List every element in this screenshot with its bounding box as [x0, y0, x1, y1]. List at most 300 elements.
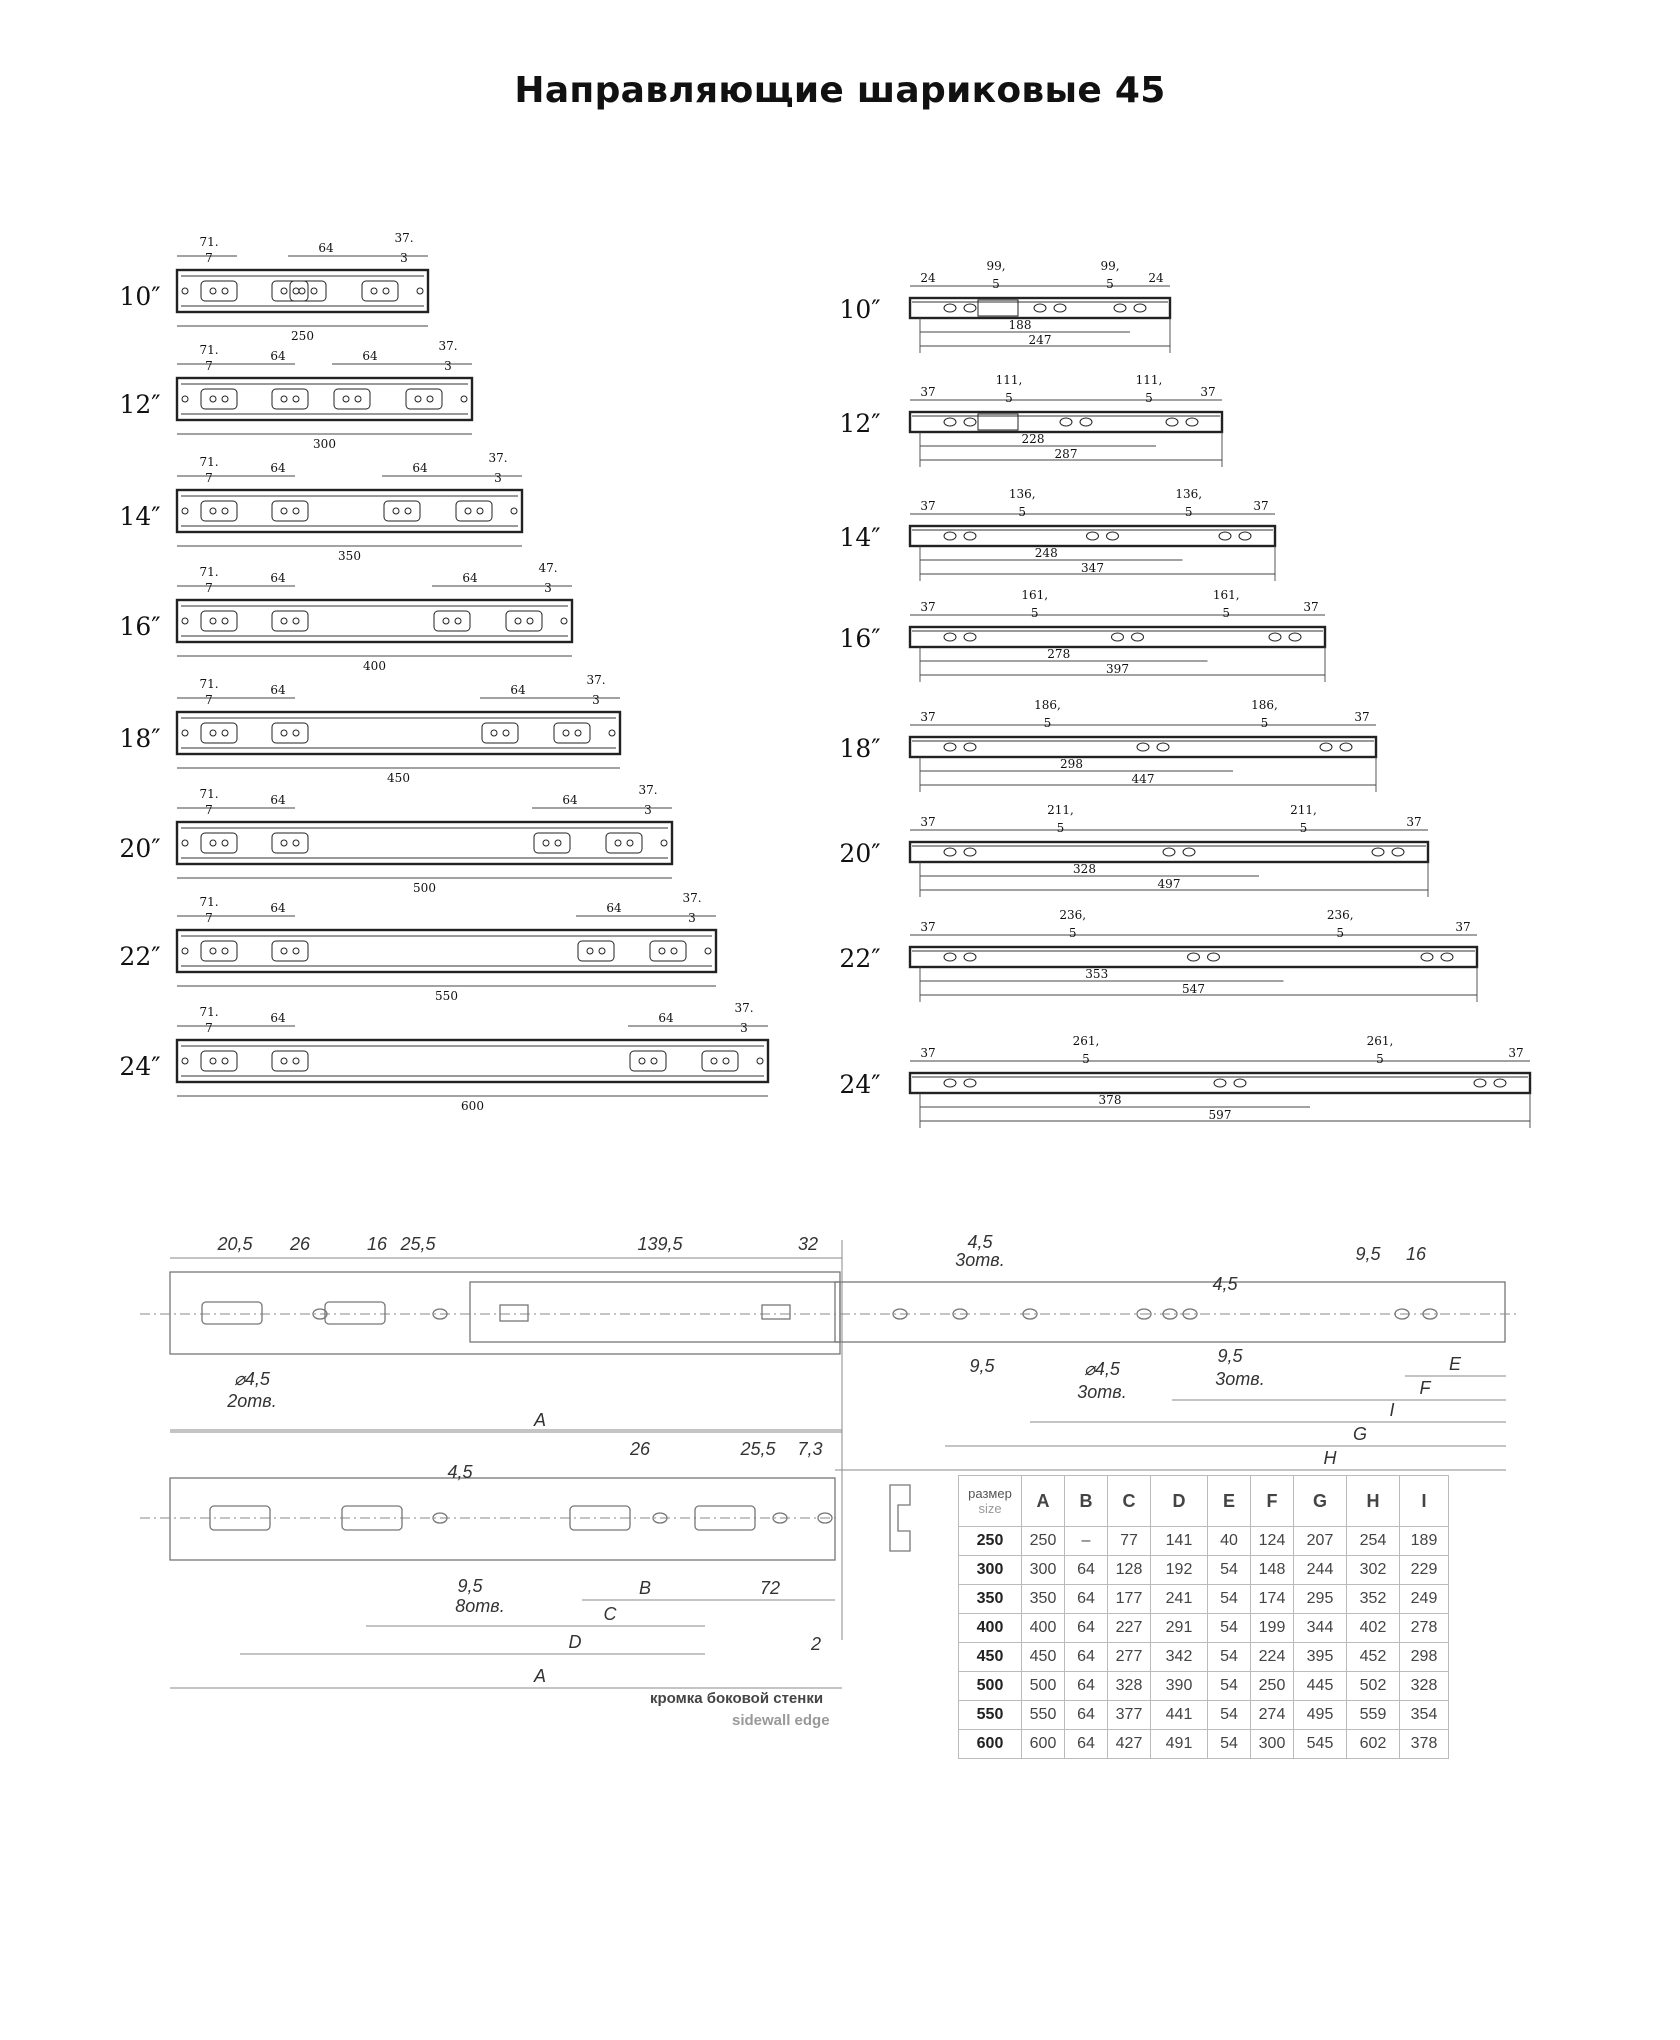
top-dim-2: 26 [289, 1234, 311, 1254]
dim-right-bottom: 3 [494, 471, 502, 485]
dim-right-bottom: 3 [688, 911, 696, 925]
dim-end-right: 37 [1508, 1046, 1524, 1060]
size-label: 14″ [119, 502, 161, 531]
slot-count: 3отв. [1215, 1369, 1265, 1389]
dim-left-bottom: 7 [205, 471, 213, 485]
dim-left-bottom: 7 [205, 251, 213, 265]
rail-body [910, 412, 1222, 432]
spec-value-cell: 244 [1294, 1556, 1347, 1585]
dim-left-pitch: 64 [270, 571, 286, 585]
slot-callout: 9,5 [1217, 1346, 1243, 1366]
spec-table-body [959, 1527, 1449, 1759]
spec-table [958, 1475, 1449, 1759]
spec-value-cell: 427 [1108, 1730, 1151, 1759]
table-row [959, 1730, 1449, 1759]
dim-right-bottom: 3 [444, 359, 452, 373]
dim-right-pitch: 64 [362, 349, 378, 363]
right-rail-2 [839, 373, 1222, 467]
spec-value-cell: 277 [1108, 1643, 1151, 1672]
top-dim-8: 3отв. [955, 1250, 1005, 1270]
dim-right-top: 37. [638, 783, 658, 797]
spec-value-cell: 278 [1400, 1614, 1449, 1643]
rail-outer-length: 247 [1028, 333, 1052, 347]
spec-value-cell: 64 [1065, 1643, 1108, 1672]
rail-outer-length: 597 [1208, 1108, 1232, 1122]
size-label: 24″ [119, 1052, 161, 1081]
size-label: 18″ [119, 724, 161, 753]
spec-header-B: B [1065, 1476, 1108, 1527]
dim-mid-right-bottom: 5 [1145, 391, 1153, 405]
spec-value-cell: 250 [1022, 1527, 1065, 1556]
rail-body [910, 842, 1428, 862]
dim-right-bottom: 3 [400, 251, 408, 265]
dim-mid-left-bottom: 5 [1043, 716, 1052, 730]
dim-end-left: 37 [920, 710, 936, 724]
dim-mid-right-bottom: 5 [1106, 277, 1114, 291]
extension-rail [835, 1282, 1505, 1342]
top-letter-A: A [533, 1410, 547, 1430]
spec-value-cell: 445 [1294, 1672, 1347, 1701]
size-label: 20″ [119, 834, 161, 863]
dim-end-left: 37 [920, 815, 936, 829]
size-label: 22″ [839, 944, 881, 973]
dim-mid-right-bottom: 5 [1336, 926, 1345, 940]
dim-mid-left-top: 211, [1047, 803, 1074, 817]
spec-value-cell: 300 [1022, 1556, 1065, 1585]
dim-right-bottom: 3 [544, 581, 552, 595]
spec-value-cell: 124 [1251, 1527, 1294, 1556]
rail-length: 450 [387, 771, 410, 785]
spec-value-cell: 352 [1347, 1585, 1400, 1614]
dim-end-right: 37 [1253, 499, 1269, 513]
spec-size-cell: 400 [959, 1614, 1022, 1643]
table-row [959, 1672, 1449, 1701]
spec-value-cell: 390 [1151, 1672, 1208, 1701]
spec-size-cell: 450 [959, 1643, 1022, 1672]
size-label: 14″ [839, 523, 881, 552]
rail-body [910, 947, 1477, 967]
spec-value-cell: 291 [1151, 1614, 1208, 1643]
page-title: Направляющие шариковые 45 [514, 70, 1166, 111]
dim-left-pitch: 64 [270, 793, 286, 807]
dim-left-bottom: 7 [205, 1021, 213, 1035]
spec-value-cell: 328 [1400, 1672, 1449, 1701]
spec-size-cell: 550 [959, 1701, 1022, 1730]
table-row [959, 1701, 1449, 1730]
rail-body [910, 737, 1376, 757]
dim-end-right: 37 [1303, 600, 1319, 614]
bottom-dim-8: 2 [810, 1634, 822, 1654]
dim-mid-left-top: 99, [986, 259, 1006, 273]
spec-value-cell: 148 [1251, 1556, 1294, 1585]
dim-right-pitch: 64 [510, 683, 526, 697]
spec-header-G: G [1294, 1476, 1347, 1527]
spec-value-cell: 254 [1347, 1527, 1400, 1556]
dim-mid-right-bottom: 5 [1222, 606, 1231, 620]
top-dim-1: 20,5 [217, 1234, 253, 1254]
rail-inner-length: 228 [1021, 432, 1045, 446]
spec-value-cell: 64 [1065, 1672, 1108, 1701]
bottom-letter-C: C [603, 1604, 617, 1624]
dim-right-top: 37. [586, 673, 606, 687]
table-row [959, 1614, 1449, 1643]
dim-left-bottom: 7 [205, 803, 213, 817]
spec-value-cell: 64 [1065, 1556, 1108, 1585]
dim-left-top: 71. [199, 1005, 219, 1019]
dim-right-pitch: 64 [412, 461, 428, 475]
dim-right-top: 37. [438, 339, 458, 353]
dim-right-top: 47. [538, 561, 558, 575]
dim-mid-right-top: 161, [1212, 588, 1240, 602]
dim-mid-left-bottom: 5 [1056, 821, 1065, 835]
bottom-letter-A: A [533, 1666, 547, 1686]
spec-value-cell: 452 [1347, 1643, 1400, 1672]
spec-value-cell: 128 [1108, 1556, 1151, 1585]
table-row [959, 1643, 1449, 1672]
spec-value-cell: 64 [1065, 1701, 1108, 1730]
top-letter-G: G [1352, 1424, 1368, 1444]
spec-header-C: C [1108, 1476, 1151, 1527]
rail-inner-length: 278 [1047, 647, 1071, 661]
dim-mid-left-top: 161, [1021, 588, 1049, 602]
dim-right-top: 37. [682, 891, 702, 905]
dim-mid-left-top: 186, [1034, 698, 1061, 712]
spec-value-cell: 250 [1251, 1672, 1294, 1701]
left-rail-6 [119, 783, 672, 895]
spec-value-cell: 229 [1400, 1556, 1449, 1585]
bottom-dim-5: 9,5 [457, 1576, 483, 1596]
rail-length: 250 [291, 329, 314, 343]
spec-value-cell: 378 [1400, 1730, 1449, 1759]
spec-header-F: F [1251, 1476, 1294, 1527]
top-letter-H: H [1323, 1448, 1337, 1468]
top-letter-I: I [1389, 1400, 1395, 1420]
rail-length: 350 [338, 549, 361, 563]
dim-right-pitch: 64 [462, 571, 478, 585]
spec-header-H: H [1347, 1476, 1400, 1527]
dim-end-left: 37 [920, 499, 936, 513]
vertical-dim: 9,5 [969, 1356, 995, 1376]
left-rail-4 [119, 561, 572, 673]
spec-value-cell: 77 [1108, 1527, 1151, 1556]
dim-left-top: 71. [199, 895, 219, 909]
dim-left-top: 71. [199, 343, 219, 357]
hole-b-callout: ⌀4,5 [1084, 1359, 1120, 1379]
spec-value-cell: 64 [1065, 1730, 1108, 1759]
spec-value-cell: 602 [1347, 1730, 1400, 1759]
spec-size-cell: 300 [959, 1556, 1022, 1585]
bottom-dim-6: 8отв. [455, 1596, 505, 1616]
bottom-dim-2: 26 [629, 1439, 651, 1459]
dim-mid-right-top: 111, [1135, 373, 1163, 387]
dim-right-top: 37. [394, 231, 414, 245]
table-row [959, 1527, 1449, 1556]
right-rail-1 [839, 259, 1170, 353]
spec-size-cell: 500 [959, 1672, 1022, 1701]
dim-left-pitch: 64 [270, 461, 286, 475]
dim-mid-left-bottom: 5 [992, 277, 1000, 291]
spec-value-cell: 295 [1294, 1585, 1347, 1614]
top-dim-3: 16 [366, 1234, 388, 1254]
spec-value-cell: 241 [1151, 1585, 1208, 1614]
spec-value-cell: 199 [1251, 1614, 1294, 1643]
size-label: 10″ [119, 282, 161, 311]
rail-length: 300 [313, 437, 336, 451]
spec-value-cell: 354 [1400, 1701, 1449, 1730]
spec-value-cell: 249 [1400, 1585, 1449, 1614]
spec-value-cell: 54 [1208, 1643, 1251, 1672]
bottom-dim-4: 7,3 [797, 1439, 823, 1459]
dim-left-top: 71. [199, 677, 219, 691]
right-rail-7 [839, 908, 1477, 1002]
rail-length: 500 [413, 881, 436, 895]
rail-length: 600 [461, 1099, 484, 1113]
left-rail-3 [119, 451, 522, 563]
spec-value-cell: 192 [1151, 1556, 1208, 1585]
spec-value-cell: 298 [1400, 1643, 1449, 1672]
spec-value-cell: 491 [1151, 1730, 1208, 1759]
spec-value-cell: 54 [1208, 1701, 1251, 1730]
dim-mid-right-top: 261, [1366, 1034, 1394, 1048]
dim-left-top: 71. [199, 787, 219, 801]
tech-drawing-bottom [140, 1439, 910, 1688]
dim-mid-right-top: 211, [1290, 803, 1317, 817]
dim-left-bottom: 7 [205, 693, 213, 707]
dim-end-right: 37 [1200, 385, 1216, 399]
dim-right-pitch: 64 [606, 901, 622, 915]
spec-value-cell: 54 [1208, 1556, 1251, 1585]
dim-left-top: 71. [199, 565, 219, 579]
dim-right-top: 37. [734, 1001, 754, 1015]
spec-header-I: I [1400, 1476, 1449, 1527]
dim-mid-right-bottom: 5 [1376, 1052, 1384, 1066]
size-label: 16″ [119, 612, 161, 641]
rail-body [910, 526, 1275, 546]
dim-mid-right-top: 136, [1175, 487, 1203, 501]
rail-inner-length: 248 [1034, 546, 1058, 560]
bottom-dim-1: 4,5 [447, 1462, 473, 1482]
spec-value-cell: 177 [1108, 1585, 1151, 1614]
size-label: 10″ [839, 295, 881, 324]
spec-value-cell: 495 [1294, 1701, 1347, 1730]
dim-mid-right-top: 186, [1251, 698, 1278, 712]
dim-mid-right-bottom: 5 [1299, 821, 1308, 835]
spec-value-cell: 207 [1294, 1527, 1347, 1556]
dim-mid-left-bottom: 5 [1018, 505, 1027, 519]
top-dim-10: 16 [1405, 1244, 1427, 1264]
spec-header-D: D [1151, 1476, 1208, 1527]
spec-value-cell: 395 [1294, 1643, 1347, 1672]
dim-mid-right-bottom: 5 [1260, 716, 1269, 730]
sidewall-edge-label-en: sidewall edge [732, 1712, 830, 1729]
spec-value-cell: 342 [1151, 1643, 1208, 1672]
hole-a-count: 2отв. [227, 1391, 277, 1411]
spec-value-cell: 450 [1022, 1643, 1065, 1672]
dim-mid-left-top: 111, [995, 373, 1023, 387]
rail-outer-length: 497 [1157, 877, 1181, 891]
left-rail-5 [119, 673, 620, 785]
spec-value-cell: 224 [1251, 1643, 1294, 1672]
dim-left-pitch: 64 [270, 1011, 286, 1025]
spec-value-cell: 550 [1022, 1701, 1065, 1730]
sidewall-edge-label-ru: кромка боковой стенки [650, 1690, 824, 1707]
dim-end-left: 37 [920, 600, 936, 614]
bottom-letter-D: D [568, 1632, 582, 1652]
rail-inner-length: 353 [1085, 967, 1109, 981]
dim-left-bottom: 7 [205, 359, 213, 373]
size-label: 12″ [119, 390, 161, 419]
dim-left-bottom: 7 [205, 581, 213, 595]
rail-outer-length: 397 [1106, 662, 1129, 676]
dim-left-top: 71. [199, 235, 219, 249]
right-rail-4 [839, 588, 1325, 682]
spec-value-cell: 64 [1065, 1614, 1108, 1643]
left-rail-7 [119, 891, 716, 1003]
top-dim-9: 9,5 [1355, 1244, 1381, 1264]
dim-end-right: 24 [1148, 271, 1164, 285]
bottom-dim-7: 72 [759, 1578, 781, 1598]
dim-right-bottom: 3 [740, 1021, 748, 1035]
table-row [959, 1585, 1449, 1614]
dim-right-top: 37. [488, 451, 508, 465]
dim-right-pitch: 64 [658, 1011, 674, 1025]
size-label: 16″ [839, 624, 881, 653]
rail-inner-length: 298 [1060, 757, 1083, 771]
top-dim-11: 4,5 [1212, 1274, 1238, 1294]
dim-right-pitch: 64 [318, 241, 334, 255]
spec-value-cell: 302 [1347, 1556, 1400, 1585]
spec-header-E: E [1208, 1476, 1251, 1527]
rail-body [910, 298, 1170, 318]
spec-value-cell: 300 [1251, 1730, 1294, 1759]
dim-left-pitch: 64 [270, 349, 286, 363]
spec-size-cell: 350 [959, 1585, 1022, 1614]
spec-header-size: размер size [959, 1476, 1022, 1527]
dim-end-right: 37 [1406, 815, 1422, 829]
dim-end-right: 37 [1455, 920, 1471, 934]
top-dim-5: 139,5 [637, 1234, 683, 1254]
size-label: 12″ [839, 409, 881, 438]
spec-size-cell: 600 [959, 1730, 1022, 1759]
left-rail-8 [119, 1001, 768, 1113]
dim-left-pitch: 64 [270, 901, 286, 915]
dim-end-left: 37 [920, 920, 936, 934]
spec-value-cell: 545 [1294, 1730, 1347, 1759]
dim-mid-left-top: 236, [1059, 908, 1087, 922]
hole-a-callout: ⌀4,5 [234, 1369, 270, 1389]
right-rail-3 [839, 487, 1275, 581]
rail-inner-length: 378 [1098, 1093, 1122, 1107]
size-label: 18″ [839, 734, 881, 763]
spec-value-cell: 54 [1208, 1614, 1251, 1643]
spec-value-cell: 174 [1251, 1585, 1294, 1614]
spec-value-cell: 400 [1022, 1614, 1065, 1643]
spec-value-cell: 559 [1347, 1701, 1400, 1730]
dim-left-top: 71. [199, 455, 219, 469]
rail-outer-length: 287 [1054, 447, 1078, 461]
top-letter-F: F [1419, 1378, 1431, 1398]
spec-value-cell: 328 [1108, 1672, 1151, 1701]
dim-end-left: 37 [920, 1046, 936, 1060]
bottom-dim-3: 25,5 [740, 1439, 776, 1459]
hole-b-count: 3отв. [1077, 1382, 1127, 1402]
top-dim-4: 25,5 [400, 1234, 436, 1254]
rail-outer-length: 347 [1081, 561, 1104, 575]
rail-inner-length: 188 [1008, 318, 1032, 332]
rail-length: 550 [435, 989, 458, 1003]
size-label: 20″ [839, 839, 881, 868]
spec-header-A: A [1022, 1476, 1065, 1527]
spec-value-cell: 54 [1208, 1672, 1251, 1701]
dim-end-left: 24 [920, 271, 936, 285]
spec-value-cell: 344 [1294, 1614, 1347, 1643]
rail-end-profile [890, 1485, 910, 1551]
spec-value-cell: 402 [1347, 1614, 1400, 1643]
spec-value-cell: 189 [1400, 1527, 1449, 1556]
top-dim-7: 4,5 [967, 1232, 993, 1252]
dim-mid-left-bottom: 5 [1005, 391, 1013, 405]
dim-right-bottom: 3 [644, 803, 652, 817]
spec-value-cell: 54 [1208, 1585, 1251, 1614]
right-rail-8 [839, 1034, 1530, 1128]
right-rail-6 [839, 803, 1428, 897]
spec-value-cell: 227 [1108, 1614, 1151, 1643]
dim-mid-left-bottom: 5 [1030, 606, 1039, 620]
dim-end-right: 37 [1354, 710, 1370, 724]
size-label: 22″ [119, 942, 161, 971]
dim-mid-left-bottom: 5 [1068, 926, 1077, 940]
rail-body [910, 1073, 1530, 1093]
spec-value-cell: 64 [1065, 1585, 1108, 1614]
dim-mid-right-bottom: 5 [1184, 505, 1193, 519]
spec-value-cell: 40 [1208, 1527, 1251, 1556]
spec-value-cell: 441 [1151, 1701, 1208, 1730]
dim-mid-left-top: 136, [1008, 487, 1036, 501]
spec-value-cell: 500 [1022, 1672, 1065, 1701]
dim-mid-left-bottom: 5 [1082, 1052, 1090, 1066]
dim-left-pitch: 64 [270, 683, 286, 697]
table-row [959, 1556, 1449, 1585]
left-rail-1 [119, 231, 428, 343]
spec-value-cell: 141 [1151, 1527, 1208, 1556]
spec-value-cell: 54 [1208, 1730, 1251, 1759]
dim-mid-right-top: 99, [1100, 259, 1120, 273]
spec-value-cell: 502 [1347, 1672, 1400, 1701]
spec-value-cell: – [1065, 1527, 1108, 1556]
rail-body [910, 627, 1325, 647]
rail-outer-length: 547 [1182, 982, 1205, 996]
dim-right-pitch: 64 [562, 793, 578, 807]
rail-outer-length: 447 [1131, 772, 1155, 786]
dim-right-bottom: 3 [592, 693, 600, 707]
dim-mid-right-top: 236, [1326, 908, 1354, 922]
spec-size-cell: 250 [959, 1527, 1022, 1556]
spec-table-header [959, 1476, 1449, 1527]
rail-inner-length: 328 [1073, 862, 1096, 876]
top-letter-E: E [1448, 1354, 1462, 1374]
dim-left-bottom: 7 [205, 911, 213, 925]
dim-end-left: 37 [920, 385, 936, 399]
rail-length: 400 [363, 659, 386, 673]
size-label: 24″ [839, 1070, 881, 1099]
bottom-letter-B: B [638, 1578, 652, 1598]
right-rail-5 [839, 698, 1376, 792]
top-dim-6: 32 [797, 1234, 819, 1254]
left-rail-2 [119, 339, 472, 451]
dim-mid-left-top: 261, [1072, 1034, 1100, 1048]
spec-value-cell: 274 [1251, 1701, 1294, 1730]
spec-value-cell: 377 [1108, 1701, 1151, 1730]
